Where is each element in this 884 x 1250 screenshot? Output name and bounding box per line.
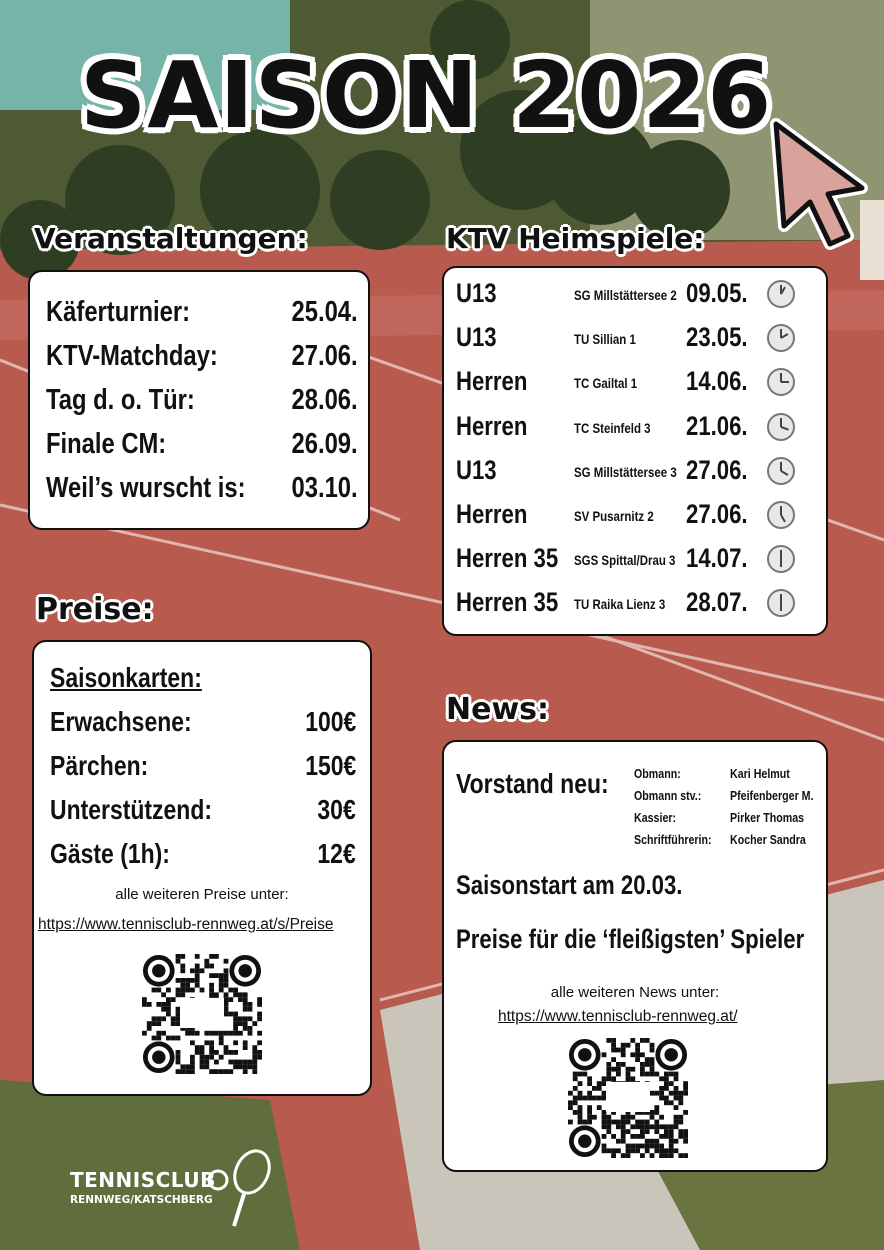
cursor-arrow-icon (770, 118, 870, 253)
game-opponent: SG Millstättersee 3 (574, 463, 677, 480)
clock-icon (766, 279, 796, 309)
board-role: Obmann stv.: (634, 788, 702, 803)
event-date: 28.06. (291, 384, 358, 416)
news-heading: News: (446, 692, 550, 727)
game-opponent: TU Sillian 1 (574, 331, 636, 348)
clock-icon (766, 588, 796, 618)
price-name: Unterstützend: (50, 794, 212, 825)
clock-icon (766, 456, 796, 486)
price-value: 12€ (317, 838, 356, 869)
game-opponent: SGS Spittal/Drau 3 (574, 552, 676, 569)
game-team: U13 (456, 278, 497, 308)
board-role: Kassier: (634, 810, 677, 825)
event-name: Finale CM: (46, 428, 167, 460)
page-title: SAISON 2026 (80, 42, 773, 149)
clock-icon (766, 500, 796, 530)
news-qr-code-icon (568, 1038, 688, 1158)
game-team: U13 (456, 322, 497, 353)
board-person: Kari Helmut (730, 766, 790, 781)
game-date: 27.06. (686, 499, 748, 529)
logo-line2: RENNWEG/KATSCHBERG (70, 1194, 213, 1206)
tennis-racket-icon (204, 1144, 304, 1230)
event-name: Weil’s wurscht is: (46, 472, 246, 504)
event-name: Käferturnier: (46, 296, 191, 328)
event-name: KTV-Matchday: (46, 340, 218, 372)
prices-more-text: alle weiteren Preise unter: (115, 886, 289, 903)
board-person: Pfeifenberger M. (730, 788, 814, 803)
game-opponent: TC Gailtal 1 (574, 375, 638, 392)
game-date: 27.06. (686, 454, 748, 485)
news-line-season-start: Saisonstart am 20.03. (456, 870, 683, 900)
event-date: 27.06. (291, 340, 358, 372)
logo-line1: TENNISCLUB (70, 1168, 216, 1192)
price-value: 150€ (304, 750, 356, 781)
event-date: 25.04. (291, 296, 358, 328)
game-date: 21.06. (686, 410, 748, 441)
game-team: Herren 35 (456, 587, 559, 618)
board-label: Vorstand neu: (456, 768, 609, 799)
prices-subheading: Saisonkarten: (50, 662, 202, 693)
club-logo (70, 1140, 310, 1230)
event-name: Tag d. o. Tür: (46, 384, 195, 416)
board-person: Pirker Thomas (730, 810, 805, 825)
board-role: Obmann: (634, 766, 681, 781)
clock-icon (766, 544, 796, 574)
clock-icon (766, 412, 796, 442)
clock-icon (766, 323, 796, 353)
event-date: 03.10. (291, 472, 358, 504)
game-team: Herren 35 (456, 543, 559, 574)
price-value: 100€ (304, 706, 356, 737)
game-date: 28.07. (686, 587, 748, 618)
game-date: 14.06. (686, 366, 748, 397)
game-team: U13 (456, 454, 497, 485)
events-card (28, 270, 370, 530)
prices-qr-code-icon (142, 954, 262, 1074)
event-date: 26.09. (291, 428, 358, 460)
game-team: Herren (456, 366, 528, 397)
game-team: Herren (456, 499, 528, 529)
news-card (442, 740, 828, 1172)
games-card (442, 266, 828, 636)
game-date: 14.07. (686, 543, 748, 574)
game-team: Herren (456, 410, 528, 441)
news-link[interactable]: https://www.tennisclub-rennweg.at/ (498, 1008, 738, 1025)
prices-card (32, 640, 372, 1096)
board-role: Schriftführerin: (634, 832, 712, 847)
game-opponent: TU Raika Lienz 3 (574, 596, 666, 613)
game-opponent: SV Pusarnitz 2 (574, 508, 654, 524)
game-opponent: TC Steinfeld 3 (574, 419, 651, 436)
price-value: 30€ (317, 794, 356, 825)
price-name: Gäste (1h): (50, 838, 170, 869)
game-date: 23.05. (686, 322, 748, 353)
board-person: Kocher Sandra (730, 832, 806, 847)
game-opponent: SG Millstättersee 2 (574, 287, 677, 303)
news-more-text: alle weiteren News unter: (550, 984, 720, 1001)
news-line-prizes: Preise für die ‘fleißigsten’ Spieler (456, 924, 805, 954)
game-date: 09.05. (686, 278, 748, 308)
price-name: Erwachsene: (50, 706, 192, 737)
games-heading: KTV Heimspiele: (446, 222, 705, 255)
prices-link[interactable]: https://www.tennisclub-rennweg.at/s/Preise (38, 916, 334, 933)
clock-icon (766, 367, 796, 397)
price-name: Pärchen: (50, 750, 149, 781)
events-heading: Veranstaltungen: (34, 222, 308, 255)
prices-heading: Preise: (36, 592, 154, 627)
